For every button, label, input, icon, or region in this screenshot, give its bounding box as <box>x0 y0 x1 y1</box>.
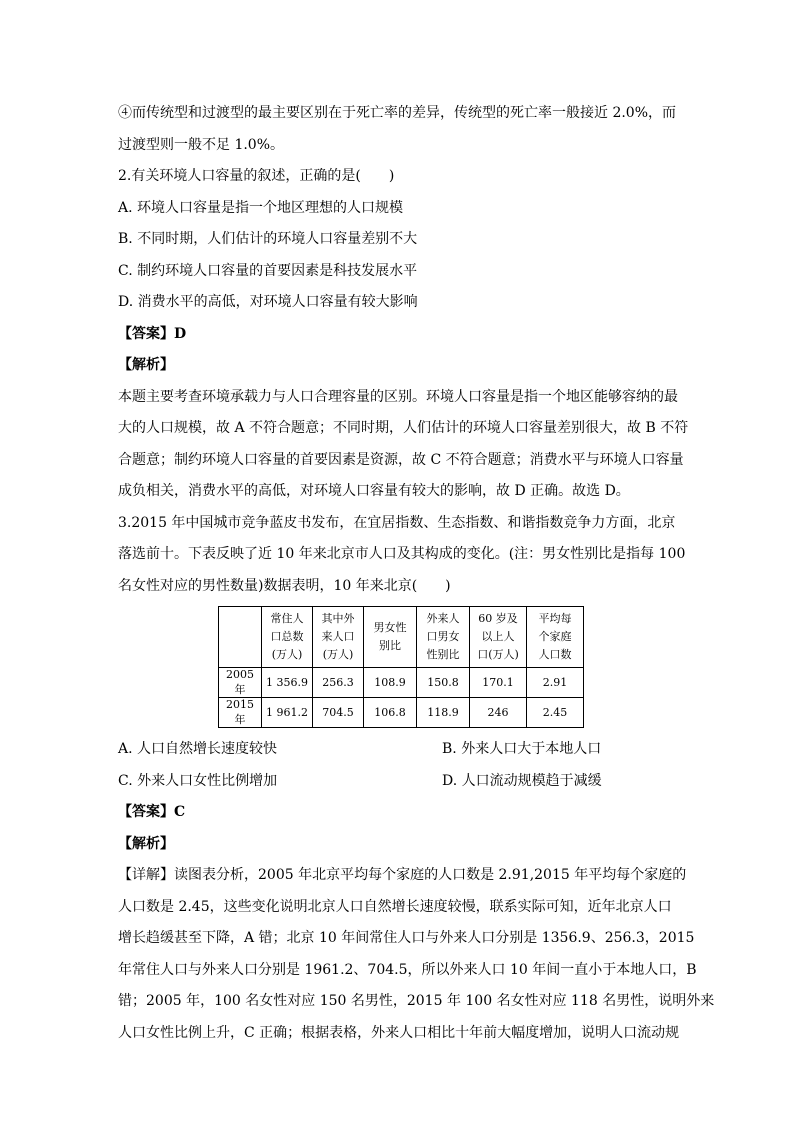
table-row <box>219 698 584 728</box>
header-text: 口总数 <box>270 630 304 643</box>
table-header-row <box>219 607 584 668</box>
header-text: 平均每 <box>538 612 572 625</box>
table-cell: 170.1 <box>470 668 527 698</box>
table-cell-year: 2005 年 <box>219 668 262 698</box>
population-table <box>218 606 584 728</box>
header-text: 口(万人) <box>477 648 519 661</box>
text-line: 过渡型则一般不足 1.0%。 <box>118 136 285 153</box>
analysis-text: 人口女性比例上升，C 正确；根据表格，外来人口相比十年前大幅度增加，说明人口流动规 <box>118 1024 680 1041</box>
analysis-text: 【详解】读图表分析，2005 年北京平均每个家庭的人口数是 2.91,2015 年平均每个家庭的 <box>118 867 687 883</box>
analysis-label: 【解析】 <box>118 357 174 373</box>
analysis-text: 大的人口规模，故 A 不符合题意；不同时期，人们估计的环境人口容量差别很大，故 B 不符 <box>118 420 689 436</box>
options-row <box>118 766 678 798</box>
table-header-cell <box>470 607 527 668</box>
table-header-cell <box>364 607 417 668</box>
table-cell-year: 2015 年 <box>219 698 262 728</box>
table-row <box>219 668 584 698</box>
header-text: 其中外 <box>321 612 355 625</box>
question-3-stem: 3.2015 年中国城市竞争蓝皮书发布，在宜居指数、生态指数、和谐指数竞争力方面，北京 <box>118 514 676 531</box>
option-c: C. 外来人口女性比例增加 <box>118 772 278 789</box>
table-cell: 150.8 <box>417 668 470 698</box>
option-c: C. 制约环境人口容量的首要因素是科技发展水平 <box>118 262 418 279</box>
analysis-text: 本题主要考查环境承载力与人口合理容量的区别。环境人口容量是指一个地区能够容纳的最 <box>118 388 678 405</box>
header-text: 来人口 <box>321 630 355 643</box>
header-text: (万人) <box>322 648 354 661</box>
table-header-cell <box>313 607 364 668</box>
table-cell: 2.91 <box>527 668 584 698</box>
table-cell: 2.45 <box>527 698 584 728</box>
analysis-text: 增长趋缓甚至下降，A 错；北京 10 年间常住人口与外来人口分别是 1356.9、256.3，2015 <box>118 930 695 946</box>
table-header-cell <box>527 607 584 668</box>
option-d: D. 消费水平的高低，对环境人口容量有较大影响 <box>118 294 418 310</box>
option-d: D. 人口流动规模趋于减缓 <box>442 772 602 789</box>
analysis-label: 【解析】 <box>118 835 174 852</box>
header-text: 60 岁及 <box>478 612 518 625</box>
question-2-stem: 2.有关环境人口容量的叙述，正确的是( ) <box>118 168 395 184</box>
table-header-cell <box>262 607 313 668</box>
option-b: B. 不同时期，人们估计的环境人口容量差别不大 <box>118 231 418 247</box>
table-cell: 1 356.9 <box>262 668 313 698</box>
table-cell: 704.5 <box>313 698 364 728</box>
option-a: A. 环境人口容量是指一个地区理想的人口规模 <box>118 199 404 216</box>
table-cell: 256.3 <box>313 668 364 698</box>
option-a: A. 人口自然增长速度较快 <box>118 741 278 757</box>
analysis-text: 人口数是 2.45，这些变化说明北京人口自然增长速度较慢，联系实际可知，近年北京人口 <box>118 898 672 915</box>
table-cell: 1 961.2 <box>262 698 313 728</box>
table-cell: 106.8 <box>364 698 417 728</box>
question-3-stem: 落选前十。下表反映了近 10 年来北京市人口及其构成的变化。(注：男女性别比是指每 100 <box>118 546 686 562</box>
question-3-stem: 名女性对应的男性数量)数据表明，10 年来北京( ) <box>118 577 451 594</box>
table-cell: 118.9 <box>417 698 470 728</box>
table-cell: 246 <box>470 698 527 728</box>
document-body <box>118 98 715 1049</box>
header-text: 口男女 <box>426 630 460 643</box>
text-line: ④而传统型和过渡型的最主要区别在于死亡率的差异，传统型的死亡率一般接近 2.0%，而 <box>118 105 677 121</box>
header-text: 别比 <box>379 639 401 652</box>
header-text: 以上人 <box>481 630 515 643</box>
table-header-cell <box>219 607 262 668</box>
header-text: 个家庭 <box>538 630 572 643</box>
options-row <box>118 734 678 766</box>
header-text: 常住人 <box>270 612 304 625</box>
answer-label: 【答案】C <box>118 804 186 820</box>
header-text: 人口数 <box>538 648 572 661</box>
analysis-text: 合题意；制约环境人口容量的首要因素是资源，故 C 不符合题意；消费水平与环境人口容量 <box>118 451 684 468</box>
analysis-text: 成负相关，消费水平的高低，对环境人口容量有较大的影响，故 D 正确。故选 D。 <box>118 483 630 499</box>
analysis-text: 错；2005 年，100 名女性对应 150 名男性，2015 年 100 名女性对应 118 名男性，说明外来 <box>118 993 715 1009</box>
header-text: 性别比 <box>426 648 460 661</box>
header-text: 外来人 <box>426 612 460 625</box>
analysis-text: 年常住人口与外来人口分别是 1961.2、704.5，所以外来人口 10 年间一直小于本地人口，B <box>118 961 697 978</box>
table-cell: 108.9 <box>364 668 417 698</box>
option-b: B. 外来人口大于本地人口 <box>442 741 602 757</box>
header-text: 男女性 <box>373 621 407 634</box>
header-text: (万人) <box>271 648 303 661</box>
table-header-cell <box>417 607 470 668</box>
answer-label: 【答案】D <box>118 325 187 342</box>
